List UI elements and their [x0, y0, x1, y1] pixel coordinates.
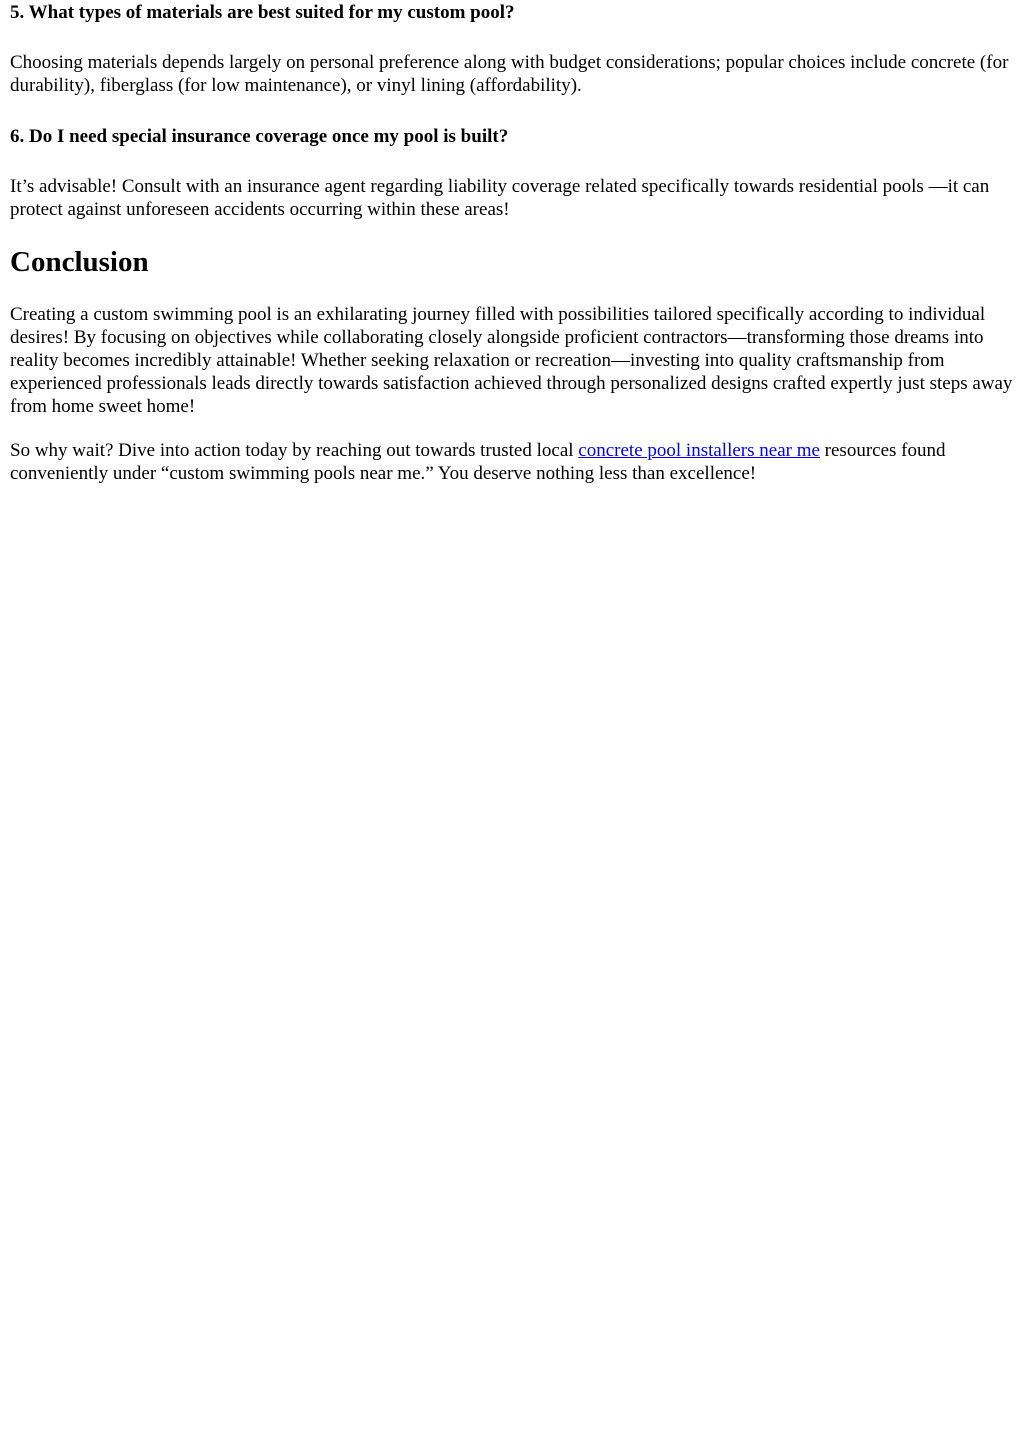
faq-question-6: 6. Do I need special insurance coverage once my pool is built?	[10, 126, 509, 147]
cta-text-before: So why wait? Dive into action today by reaching out towards trusted local	[10, 440, 579, 461]
concrete-pool-installers-link[interactable]: concrete pool installers near me	[578, 440, 820, 461]
conclusion-paragraph: Creating a custom swimming pool is an exhilarating journey filled with possibilities tailored specifically according to individual desires! By focusing on objectives while collaborating closely alongside proficient contractors—transforming those dreams into reality becomes incredibly attainable! Whether seeking relaxation or recreation—investing into quality craftsmanship from experienced professionals leads directly towards satisfaction achieved through personalized designs crafted expertly just steps away from home sweet home!	[10, 304, 1013, 417]
conclusion-heading: Conclusion	[10, 246, 149, 278]
article-content	[0, 0, 1024, 485]
conclusion-call-to-action	[10, 439, 1014, 485]
faq-answer-5: Choosing materials depends largely on personal preference along with budget considerations; popular choices include concrete (for durability), fiberglass (for low maintenance), or vinyl lining (affordability).	[10, 52, 1009, 96]
faq-question-5: 5. What types of materials are best suited for my custom pool?	[10, 2, 515, 23]
faq-answer-6: It’s advisable! Consult with an insurance agent regarding liability coverage related specifically towards residential pools —it can protect against unforeseen accidents occurring within these areas!	[10, 176, 990, 220]
cta-text-after: resources found conveniently under “custom swimming pools near me.” You deserve nothing less than excellence!	[10, 440, 946, 484]
